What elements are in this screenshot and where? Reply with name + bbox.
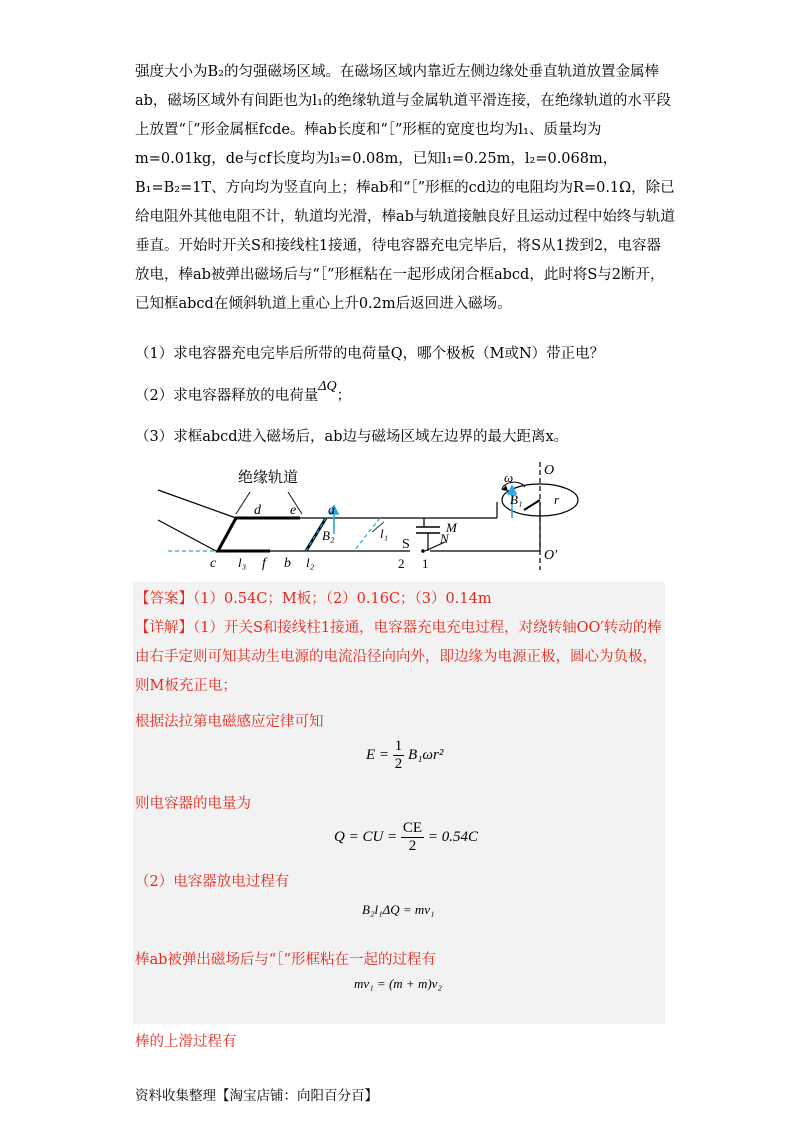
eq2-fraction (401, 820, 424, 855)
answer-line (135, 587, 492, 608)
equation-impulse: B₂l₁ΔQ = mv₁ (362, 902, 435, 917)
question-2-text: （2）求电容器释放的电荷量 (135, 388, 319, 404)
eq2-num: CE (402, 820, 423, 836)
label-o-prime: O′ (544, 548, 558, 563)
eq1-fraction (393, 738, 405, 773)
label-terminal-2: 2 (398, 556, 405, 571)
inclined-rail-lower (158, 520, 216, 551)
answer-tag: 【答案】 (135, 591, 193, 607)
footer-text: 资料收集整理【淘宝店铺：向阳百分百】 (135, 1088, 378, 1104)
detail-paragraph-1 (135, 614, 663, 701)
question-1: （1）求电容器充电完毕后所带的电荷量Q，哪个极板（M或N）带正电？ (135, 346, 605, 362)
insulated-rail-label: 绝缘轨道 (238, 470, 299, 486)
eq2-lhs: Q = CU = (334, 828, 398, 845)
eq1-rhs: B₁ωr² (408, 746, 444, 763)
label-leader-left (236, 492, 250, 514)
detail-p5: 棒ab被弹出磁场后与“［”形框粘在一起的过程有 (135, 952, 437, 968)
answer-text: （1）0.54C；M板；（2）0.16C；（3）0.14m (193, 591, 492, 607)
eq1-den: 2 (394, 756, 403, 772)
detail-p6: 棒的上滑过程有 (135, 1034, 237, 1050)
eq1-num: 1 (394, 738, 403, 754)
label-b1: B₁ (510, 492, 523, 507)
equation-charge (334, 820, 478, 855)
u-frame-fcde (218, 518, 300, 551)
label-m: M (446, 520, 457, 535)
switch-pivot (421, 549, 425, 553)
label-omega: ω (504, 470, 514, 485)
eq2-den: 2 (408, 838, 417, 854)
equation-emf (366, 738, 443, 773)
eq1-lhs: E = (366, 746, 390, 763)
label-n: N (440, 531, 449, 546)
rotating-rod (524, 500, 540, 510)
label-d: d (254, 503, 261, 518)
detail-p4: （2）电容器放电过程有 (135, 874, 290, 890)
field-boundary-right (354, 518, 380, 551)
circuit-figure (140, 452, 580, 582)
label-l3: l₃ (238, 555, 247, 570)
label-f: f (262, 556, 266, 571)
detail-p1: （1）开关S和接线柱1接通，电容器充电充电过程，对绕转轴OO′转动的棒由右手定则可知其动生电源的电流沿径向向外，即边缘为电源正极，圆心为负极，则M板充正电； (135, 620, 662, 694)
question-3: （3）求框abcd进入磁场后，ab边与磁场区域左边界的最大距离x。 (135, 429, 569, 445)
inclined-rail-upper (158, 490, 236, 518)
label-o: O (544, 463, 555, 478)
problem-paragraph: 强度大小为B₂的匀强磁场区域。在磁场区域内靠近左侧边缘处垂直轨道放置金属棒ab，磁场区域外有间距也为l₁的绝缘轨道与金属轨道平滑连接，在绝缘轨道的水平段上放置“［”形金属框fcde。棒ab长度和“［”形框的宽度也均为l₁、质量均为m=0.01kg，de与cf长度均为l₃=0.08m，已知l₁=0.25m，l₂=0.068m，B₁=B₂=1T、方向均为竖直向上；棒ab和“［”形框的cd边的电阻均为R=0.1Ω，除已给电阻外其他电阻不计，轨道均光滑，棒ab与轨道接触良好且运动过程中始终与轨道垂直。开始时开关S和接线柱1接通，待电容器充电完毕后，将S从1拨到2，电容器放电，棒ab被弹出磁场后与“［”形框粘在一起形成闭合框abcd，此时将S与2断开，已知框abcd在倾斜轨道上重心上升0.2m后返回进入磁场。 (135, 64, 675, 312)
label-b: b (284, 556, 291, 571)
label-c: c (210, 556, 217, 571)
label-l1: l₁ (380, 526, 389, 541)
label-s: S (402, 537, 410, 552)
detail-p3: 则电容器的电量为 (135, 796, 251, 812)
question-2 (135, 379, 352, 405)
label-e: e (290, 503, 297, 518)
label-l2: l₂ (306, 555, 315, 570)
equation-momentum: mv₁ = (m + m)v₂ (354, 976, 442, 991)
label-a: a (328, 503, 335, 518)
delta-q-symbol: ΔQ (318, 379, 337, 394)
detail-tag: 【详解】 (135, 620, 193, 636)
detail-p2: 根据法拉第电磁感应定律可知 (135, 714, 324, 730)
label-terminal-1: 1 (422, 556, 429, 571)
label-b2: B₂ (322, 528, 335, 543)
label-r: r (554, 492, 560, 507)
eq2-rhs: = 0.54C (427, 828, 478, 845)
question-2-suffix: ； (336, 388, 352, 404)
